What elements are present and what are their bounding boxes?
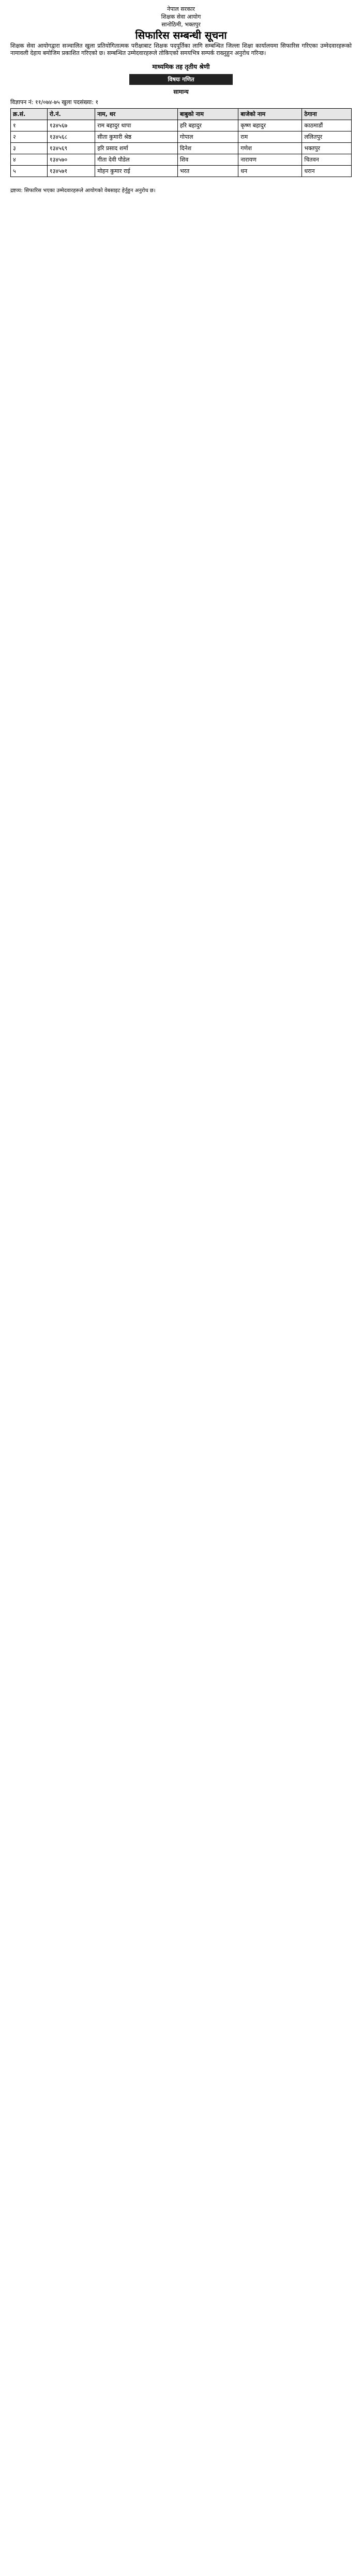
table-row: [11, 143, 352, 154]
subject-bar: विषयः गणित: [129, 74, 233, 85]
cell: १३४५७१: [47, 166, 95, 177]
cell: नारायण: [238, 154, 302, 166]
cell: शिव: [177, 154, 238, 166]
cell: ललितपुर: [302, 131, 352, 143]
candidate-table: [10, 108, 352, 177]
cell: १३४५७०: [47, 154, 95, 166]
col-name: नाम, थर: [95, 109, 178, 120]
col-serial: क्र.सं.: [11, 109, 48, 120]
cell: १: [11, 120, 48, 131]
cell: गीता देवी पौडेल: [95, 154, 178, 166]
cell: २: [11, 131, 48, 143]
cell: राम बहादुर थापा: [95, 120, 178, 131]
footer-note: द्रष्टव्य: सिफारिस भएका उम्मेदवारहरूले आयोगको वेबसाइट हेर्नुहुन अनुरोध छ।: [10, 188, 156, 194]
cell: ४: [11, 154, 48, 166]
cell: सीता कुमारी श्रेष्ठ: [95, 131, 178, 143]
cell: धरान: [302, 166, 352, 177]
ad-info: विज्ञापन नं: ११/०७४-७५ खुला पदसंख्या: १: [10, 99, 99, 106]
cell: राम: [238, 131, 302, 143]
section-heading: सामान्य: [173, 89, 189, 95]
cell: १३४५६७: [47, 120, 95, 131]
col-father: बाबुको नाम: [177, 109, 238, 120]
table-row: [11, 120, 352, 131]
cell: भक्तपुर: [302, 143, 352, 154]
col-address: ठेगाना: [302, 109, 352, 120]
header-line-1: नेपाल सरकार: [167, 6, 195, 12]
cell: चितवन: [302, 154, 352, 166]
header-line-2: शिक्षक सेवा आयोग: [161, 13, 201, 20]
cell: १३४५६९: [47, 143, 95, 154]
cell: मोहन कुमार राई: [95, 166, 178, 177]
table-row: [11, 166, 352, 177]
notice-title: सिफारिस सम्बन्धी सूचना: [135, 29, 227, 41]
table-header-row: [11, 109, 352, 120]
table-row: [11, 131, 352, 143]
cell: १३४५६८: [47, 131, 95, 143]
cell: हरि प्रसाद शर्मा: [95, 143, 178, 154]
header-line-3: सानोठिमी, भक्तपुर: [161, 21, 201, 28]
col-grandfather: बाजेको नाम: [238, 109, 302, 120]
cell: काठमाडौं: [302, 120, 352, 131]
cell: कृष्ण बहादुर: [238, 120, 302, 131]
cell: ३: [11, 143, 48, 154]
cell: धन: [238, 166, 302, 177]
cell: दिनेश: [177, 143, 238, 154]
document-header: [10, 5, 352, 39]
cell: ५: [11, 166, 48, 177]
cell: हरि बहादुर: [177, 120, 238, 131]
intro-paragraph: शिक्षक सेवा आयोगद्वारा सञ्चालित खुला प्रतियोगितात्मक परीक्षाबाट शिक्षक पदपूर्तिका लागि सम्बन्धित जिल्ला शिक्षा कार्यालयमा सिफारिस गरिएका उम्मेदवारहरूको नामावली देहाय बमोजिम प्रकाशित गरिएको छ। सम्बन्धित उम्मेदवारहरूले तोकिएको समयभित्र सम्पर्क राख्नुहुन अनुरोध गरिन्छ।: [10, 42, 352, 56]
level-heading: माध्यमिक तह तृतीय श्रेणी: [152, 63, 210, 70]
cell: गोपाल: [177, 131, 238, 143]
table-row: [11, 154, 352, 166]
cell: गणेश: [238, 143, 302, 154]
cell: भरत: [177, 166, 238, 177]
col-roll: रो.नं.: [47, 109, 95, 120]
